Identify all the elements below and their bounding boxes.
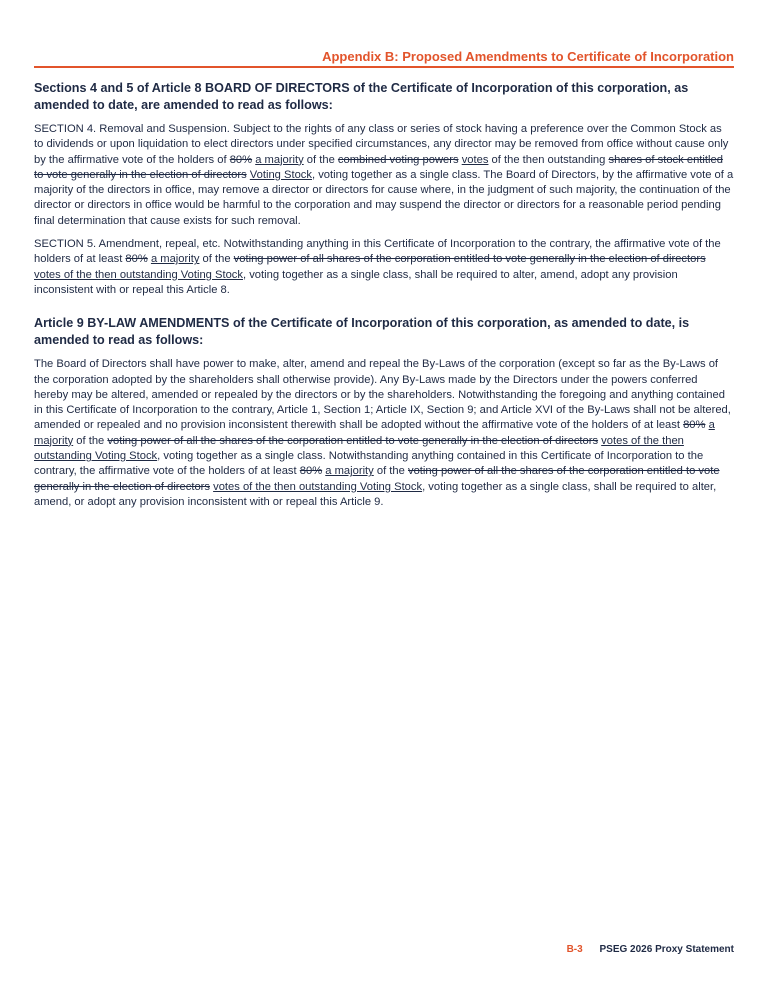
body-text: of the then outstanding — [488, 153, 609, 166]
deleted-text: shares of stock entitled to vote generally in the election of directors — [34, 153, 723, 181]
paragraph-section-5 — [34, 237, 734, 298]
deleted-text: combined voting powers — [337, 153, 459, 166]
footer-title: PSEG 2026 Proxy Statement — [599, 944, 734, 955]
deleted-text: voting power of all shares of the corporation entitled to vote generally in the election of directors — [233, 253, 706, 266]
body-text: , voting together as a single class. The Board of Directors, by the affirmative vote of a majority of the directors in office, may remove a director or directors for cause where, in the judgment of such majority, the continuation of the director or directors in office would be harmful to the corporation and may suspend the director or directors for a reasonable period pending final determination that cause exists for such removal. — [34, 168, 734, 227]
body-text: , voting together as a single class. Notwithstanding anything contained in this Certificate of Incorporation to the contrary, the affirmative vote of the holders of at least — [34, 450, 704, 478]
page-header: Appendix B: Proposed Amendments to Certificate of Incorporation — [322, 49, 734, 64]
deleted-text: 80% — [229, 153, 253, 166]
deleted-text: 80% — [125, 253, 148, 266]
inserted-text: a majority — [325, 465, 374, 478]
section-heading-article-8: Sections 4 and 5 of Article 8 BOARD OF DIRECTORS of the Certificate of Incorporation of this corporation, as amended to date, are amended to read as follows: — [34, 81, 689, 112]
body-text: , voting together as a single class, shall be required to alter, amend, or adopt any provision inconsistent with or repeal this Article 9. — [34, 480, 717, 508]
body-text: of the — [303, 153, 338, 166]
body-text: The Board of Directors shall have power to make, alter, amend and repeal the By-Laws of the corporation (except so far as the By-Laws of the corporation adopted by the shareholders shall otherwise provide). Any By-Laws made by the Directors under the powers conferred hereby may be altered, amended or repealed by the directors or by the shareholders. Notwithstanding the foregoing and anything contained in this Certificate of Incorporation to the contrary, Article 1, Section 1; Article IX, Section 9; and Article XVI of the By-Laws shall not be altered, amended or repealed and no provision inconsistent therewith shall be adopted without the affirmative vote of the holders of at least — [34, 358, 731, 432]
document-body — [34, 80, 734, 518]
body-text: of the — [199, 253, 234, 266]
inserted-text: Voting Stock — [249, 168, 312, 181]
body-text: of the — [73, 434, 108, 447]
header-divider — [34, 66, 734, 68]
deleted-text: 80% — [299, 465, 323, 478]
body-text: , voting together as a single class, shall be required to alter, amend, adopt any provision inconsistent with or repeal this Article 8. — [34, 268, 678, 296]
inserted-text: a majority — [255, 153, 304, 166]
inserted-text: votes of the then outstanding Voting Stock — [34, 268, 243, 281]
paragraph-article-9 — [34, 357, 734, 510]
deleted-text: voting power of all the shares of the corporation entitled to vote generally in the election of directors — [107, 434, 599, 447]
body-text: SECTION 5. Amendment, repeal, etc. Notwithstanding anything in this Certificate of Incorporation to the contrary, the affirmative vote of the holders of at least — [34, 238, 721, 266]
paragraph-section-4 — [34, 122, 734, 229]
section-heading-article-9: Article 9 BY-LAW AMENDMENTS of the Certificate of Incorporation of this corporation, as amended to date, is amended to read as follows: — [34, 316, 690, 347]
body-text: SECTION 4. Removal and Suspension. Subject to the rights of any class or series of stock having a preference over the Common Stock as to dividends or upon liquidation to elect directors under specified circumstances, any director may be removed from office without cause only by the affirmative vote of the holders of — [34, 123, 729, 166]
inserted-text: a majority — [34, 419, 715, 447]
inserted-text: a majority — [150, 253, 200, 266]
inserted-text: votes of the then outstanding Voting Stock — [213, 480, 423, 493]
page-number: B-3 — [566, 944, 583, 955]
deleted-text: voting power of all the shares of the corporation entitled to vote generally in the election of directors — [34, 465, 720, 493]
deleted-text: 80% — [683, 419, 706, 432]
inserted-text: votes — [461, 153, 489, 166]
inserted-text: votes of the then outstanding Voting Stock — [34, 434, 684, 463]
body-text: of the — [373, 465, 408, 478]
page-footer — [567, 944, 734, 955]
